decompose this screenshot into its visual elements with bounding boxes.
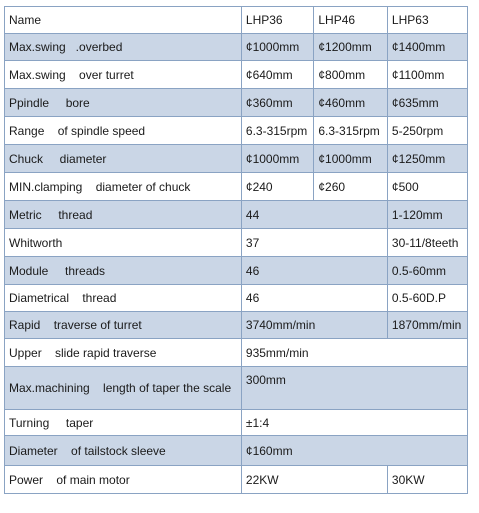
row-value-lhp36: ¢1000mm [241,145,313,173]
row-value-lhp46: ¢260 [314,173,388,201]
spec-table-wrapper [4,6,468,494]
row-value-lhp63: 0.5-60D.P [387,285,467,312]
row-value-lhp63: ¢635mm [387,89,467,117]
row-label: Max.swing .overbed [5,34,242,61]
row-value-all-models: 935mm/min [241,339,467,367]
row-value-lhp63: 1-120mm [387,201,467,229]
row-value-lhp63: 30-11/8teeth [387,229,467,257]
table-row [5,285,468,312]
row-value-all-models: 300mm [241,367,467,410]
table-row [5,117,468,145]
table-row [5,257,468,285]
row-label: Power of main motor [5,466,242,494]
row-value-lhp63: ¢1100mm [387,61,467,89]
row-value-lhp63: ¢500 [387,173,467,201]
header-name: Name [5,7,242,34]
row-value-lhp46: ¢460mm [314,89,388,117]
row-value-lhp36-46: 37 [241,229,387,257]
row-value-lhp36-46: 46 [241,285,387,312]
row-value-lhp36: ¢360mm [241,89,313,117]
row-label: Module threads [5,257,242,285]
row-value-lhp46: ¢1200mm [314,34,388,61]
row-label: Rapid traverse of turret [5,312,242,339]
row-label: MIN.clamping diameter of chuck [5,173,242,201]
row-value-lhp36-46: 46 [241,257,387,285]
table-row [5,312,468,339]
row-value-lhp63: 30KW [387,466,467,494]
row-value-lhp36: ¢640mm [241,61,313,89]
table-row [5,436,468,466]
row-value-lhp63: ¢1250mm [387,145,467,173]
row-value-lhp36-46: 44 [241,201,387,229]
row-value-lhp46: ¢1000mm [314,145,388,173]
row-value-lhp36: ¢240 [241,173,313,201]
row-label: Upper slide rapid traverse [5,339,242,367]
row-value-lhp36: 6.3-315rpm [241,117,313,145]
header-lhp36: LHP36 [241,7,313,34]
row-value-lhp36-46: 22KW [241,466,387,494]
header-lhp46: LHP46 [314,7,388,34]
row-value-lhp63: 1870mm/min [387,312,467,339]
row-label: Diametrical thread [5,285,242,312]
row-value-all-models: ¢160mm [241,436,467,466]
table-row [5,201,468,229]
specification-table [4,6,468,494]
table-row [5,89,468,117]
table-row [5,34,468,61]
row-label: Max.swing over turret [5,61,242,89]
table-row [5,173,468,201]
row-label: Turning taper [5,410,242,436]
row-label: Range of spindle speed [5,117,242,145]
row-label: Chuck diameter [5,145,242,173]
row-label: Diameter of tailstock sleeve [5,436,242,466]
table-row [5,339,468,367]
table-row [5,229,468,257]
table-row [5,410,468,436]
table-row [5,61,468,89]
row-value-lhp63: 5-250rpm [387,117,467,145]
row-value-lhp63: ¢1400mm [387,34,467,61]
row-label: Ppindle bore [5,89,242,117]
row-value-lhp63: 0.5-60mm [387,257,467,285]
table-row [5,466,468,494]
row-value-lhp46: 6.3-315rpm [314,117,388,145]
row-label: Metric thread [5,201,242,229]
table-row [5,367,468,410]
table-row [5,145,468,173]
row-label: Whitworth [5,229,242,257]
row-value-lhp36-46: 3740mm/min [241,312,387,339]
header-lhp63: LHP63 [387,7,467,34]
row-value-lhp36: ¢1000mm [241,34,313,61]
row-label: Max.machining length of taper the scale [5,367,242,410]
row-value-lhp46: ¢800mm [314,61,388,89]
row-value-all-models: ±1:4 [241,410,467,436]
table-header-row [5,7,468,34]
